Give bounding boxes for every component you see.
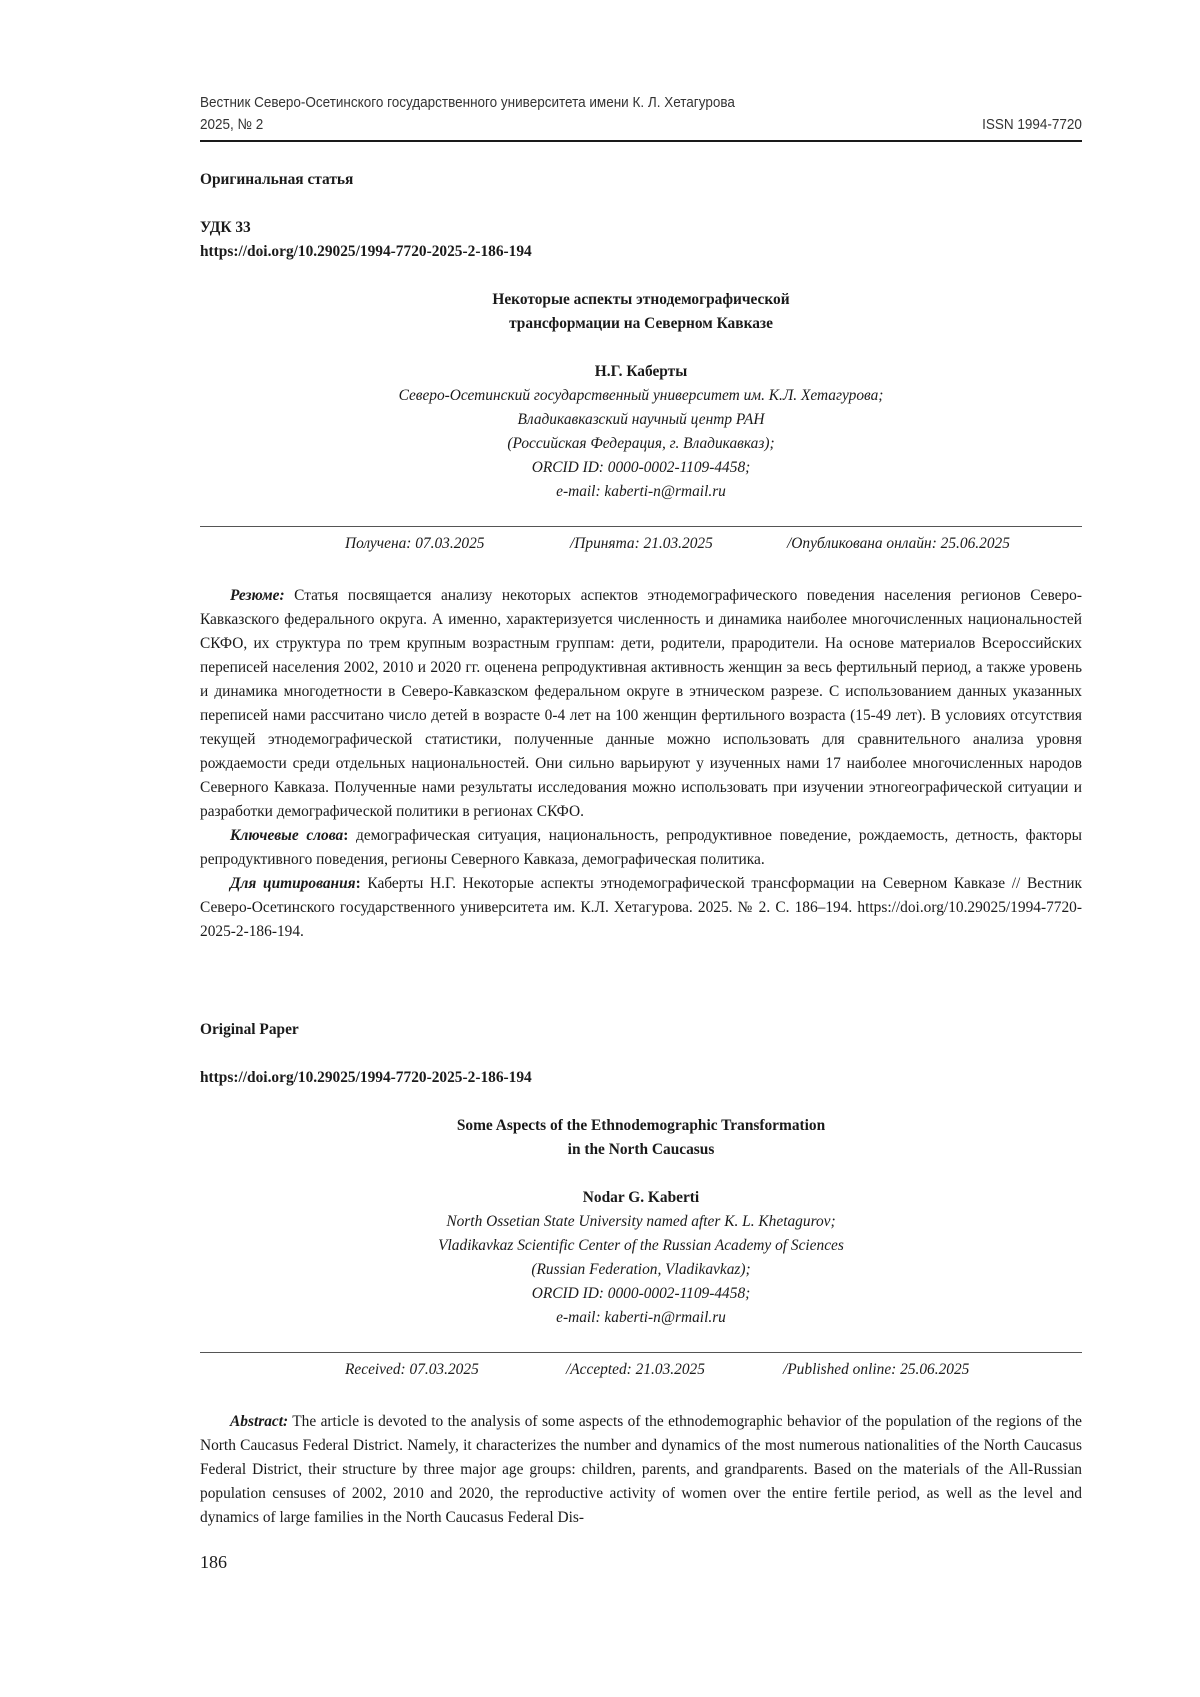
ru-citation-text: Каберты Н.Г. Некоторые аспекты этнодемографической трансформации на Северном Кавказе // Вестник Северо-Осетинского государственного университета им. К.Л. Хетагурова. 2025. № 2. С. 186–194. https://doi.org/10.29025/1994-7720-2025-2-186-194. <box>200 875 1082 940</box>
en-accepted: /Accepted: 21.03.2025 <box>566 1361 705 1378</box>
running-header <box>200 92 994 136</box>
ru-dates <box>345 532 1010 556</box>
ru-published: /Опубликована онлайн: 25.06.2025 <box>787 535 1010 552</box>
ru-title <box>200 288 1082 336</box>
en-abstract <box>200 1410 1082 1530</box>
ru-divider <box>200 526 1082 527</box>
ru-article-type: Оригинальная статья <box>200 171 354 188</box>
en-published: /Published online: 25.06.2025 <box>783 1361 970 1378</box>
en-article-type: Original Paper <box>200 1021 299 1038</box>
ru-keywords-text: демографическая ситуация, национальность, репродуктивное поведение, рождаемость, детность, факторы репродуктивного поведения, регионы Северного Кавказа, демографическая политика. <box>200 827 1082 868</box>
ru-affiliation-line: Владикавказский научный центр РАН <box>517 411 765 428</box>
en-dates <box>345 1358 969 1382</box>
en-abstract-text: The article is devoted to the analysis of some aspects of the ethnodemographic behavior of the population of the regions of the North Caucasus Federal District. Namely, it characterizes the number and dynamics of the most numerous nationalities of the North Caucasus Federal District, their structure by three major age groups: children, parents, and grandparents. Based on the materials of the All-Russian population censuses of 2002, 2010 and 2020, the reproductive activity of women over the entire fertile period, as well as the level and dynamics of large families in the North Caucasus Federal Dis- <box>200 1413 1082 1526</box>
en-affiliation-line: (Russian Federation, Vladikavkaz); <box>531 1261 751 1278</box>
ru-abstract <box>200 584 1082 824</box>
ru-udc: УДК 33 <box>200 219 251 236</box>
en-doi-link[interactable]: https://doi.org/10.29025/1994-7720-2025-2-186-194 <box>200 1069 532 1086</box>
ru-title-line: Некоторые аспекты этнодемографической <box>492 291 790 308</box>
header-rule <box>200 140 1082 142</box>
ru-abstract-text: Статья посвящается анализу некоторых аспектов этнодемографического поведения населения регионов Северо-Кавказского федерального округа. А именно, характеризуется численность и динамика наиболее многочисленных национальностей СКФО, их структура по трем крупным возрастным группам: дети, родители, прародители. На основе материалов Всероссийских переписей населения 2002, 2010 и 2020 гг. оценена репродуктивная активность женщин за весь фертильный период, а также уровень и динамика многодетности в Северо-Кавказском федеральном округе в этническом разрезе. С использованием данных указанных переписей нами рассчитано число детей в возрасте 0-4 лет на 100 женщин фертильного возраста (15-49 лет). В условиях отсутствия текущей этнодемографической статистики, полученные данные можно использовать для сравнительного анализа уровня рождаемости среди отдельных национальностей. Они сильно варьируют у изученных нами 17 наиболее многочисленных народов Северного Кавказа. Полученные нами результаты исследования можно использовать при изучении этногеографической ситуации и разработки демографической политики в регионах СКФО. <box>200 587 1082 820</box>
journal-name: Вестник Северо-Осетинского государственного университета имени К. Л. Хетагурова <box>200 94 735 111</box>
en-author: Nodar G. Kaberti <box>582 1189 700 1206</box>
en-divider <box>200 1352 1082 1353</box>
ru-affiliation-line: (Российская Федерация, г. Владикавказ); <box>507 435 775 452</box>
en-orcid: ORCID ID: 0000-0002-1109-4458; <box>531 1285 751 1302</box>
ru-citation-label: Для цитирования <box>230 875 356 892</box>
ru-abstract-label: Резюме: <box>230 587 285 604</box>
page-number: 186 <box>200 1552 227 1572</box>
ru-abstract-section <box>200 584 1082 944</box>
en-abstract-label: Abstract: <box>230 1413 289 1430</box>
ru-email: e-mail: kaberti-n@rmail.ru <box>556 483 726 500</box>
en-received: Received: 07.03.2025 <box>345 1361 479 1378</box>
ru-title-line: трансформации на Северном Кавказе <box>509 315 773 332</box>
ru-author: Н.Г. Каберты <box>594 363 688 380</box>
en-affiliation-line: Vladikavkaz Scientific Center of the Russian Academy of Sciences <box>438 1237 844 1254</box>
ru-doi-link[interactable]: https://doi.org/10.29025/1994-7720-2025-2-186-194 <box>200 243 532 260</box>
ru-keywords-label: Ключевые слова <box>230 827 344 844</box>
en-affiliation-line: North Ossetian State University named after K. L. Khetagurov; <box>446 1213 836 1230</box>
en-abstract-section <box>200 1410 1082 1530</box>
en-email: e-mail: kaberti-n@rmail.ru <box>556 1309 726 1326</box>
issn: ISSN 1994-7720 <box>982 116 1082 133</box>
issue-number: 2025, № 2 <box>200 116 264 133</box>
ru-affiliation-line: Северо-Осетинский государственный университет им. К.Л. Хетагурова; <box>398 387 884 404</box>
ru-citation: Для цитирования: Каберты Н.Г. Некоторые аспекты этнодемографической трансформации на Северном Кавказе // Вестник Северо-Осетинского государственного университета им. К.Л. Хетагурова. 2025. № 2. С. 186–194. https://doi.org/10.29025/1994-7720-2025-2-186-194. <box>200 875 1082 940</box>
en-title-line: in the North Caucasus <box>567 1141 715 1158</box>
ru-affiliation <box>200 384 1082 504</box>
ru-received: Получена: 07.03.2025 <box>345 535 485 552</box>
ru-accepted: /Принята: 21.03.2025 <box>570 535 713 552</box>
en-affiliation <box>200 1210 1082 1330</box>
ru-orcid: ORCID ID: 0000-0002-1109-4458; <box>531 459 751 476</box>
en-title-line: Some Aspects of the Ethnodemographic Transformation <box>456 1117 826 1134</box>
ru-keywords: Ключевые слова: демографическая ситуация, национальность, репродуктивное поведение, рождаемость, детность, факторы репродуктивного поведения, регионы Северного Кавказа, демографическая политика. <box>200 827 1082 868</box>
en-title <box>200 1114 1082 1162</box>
